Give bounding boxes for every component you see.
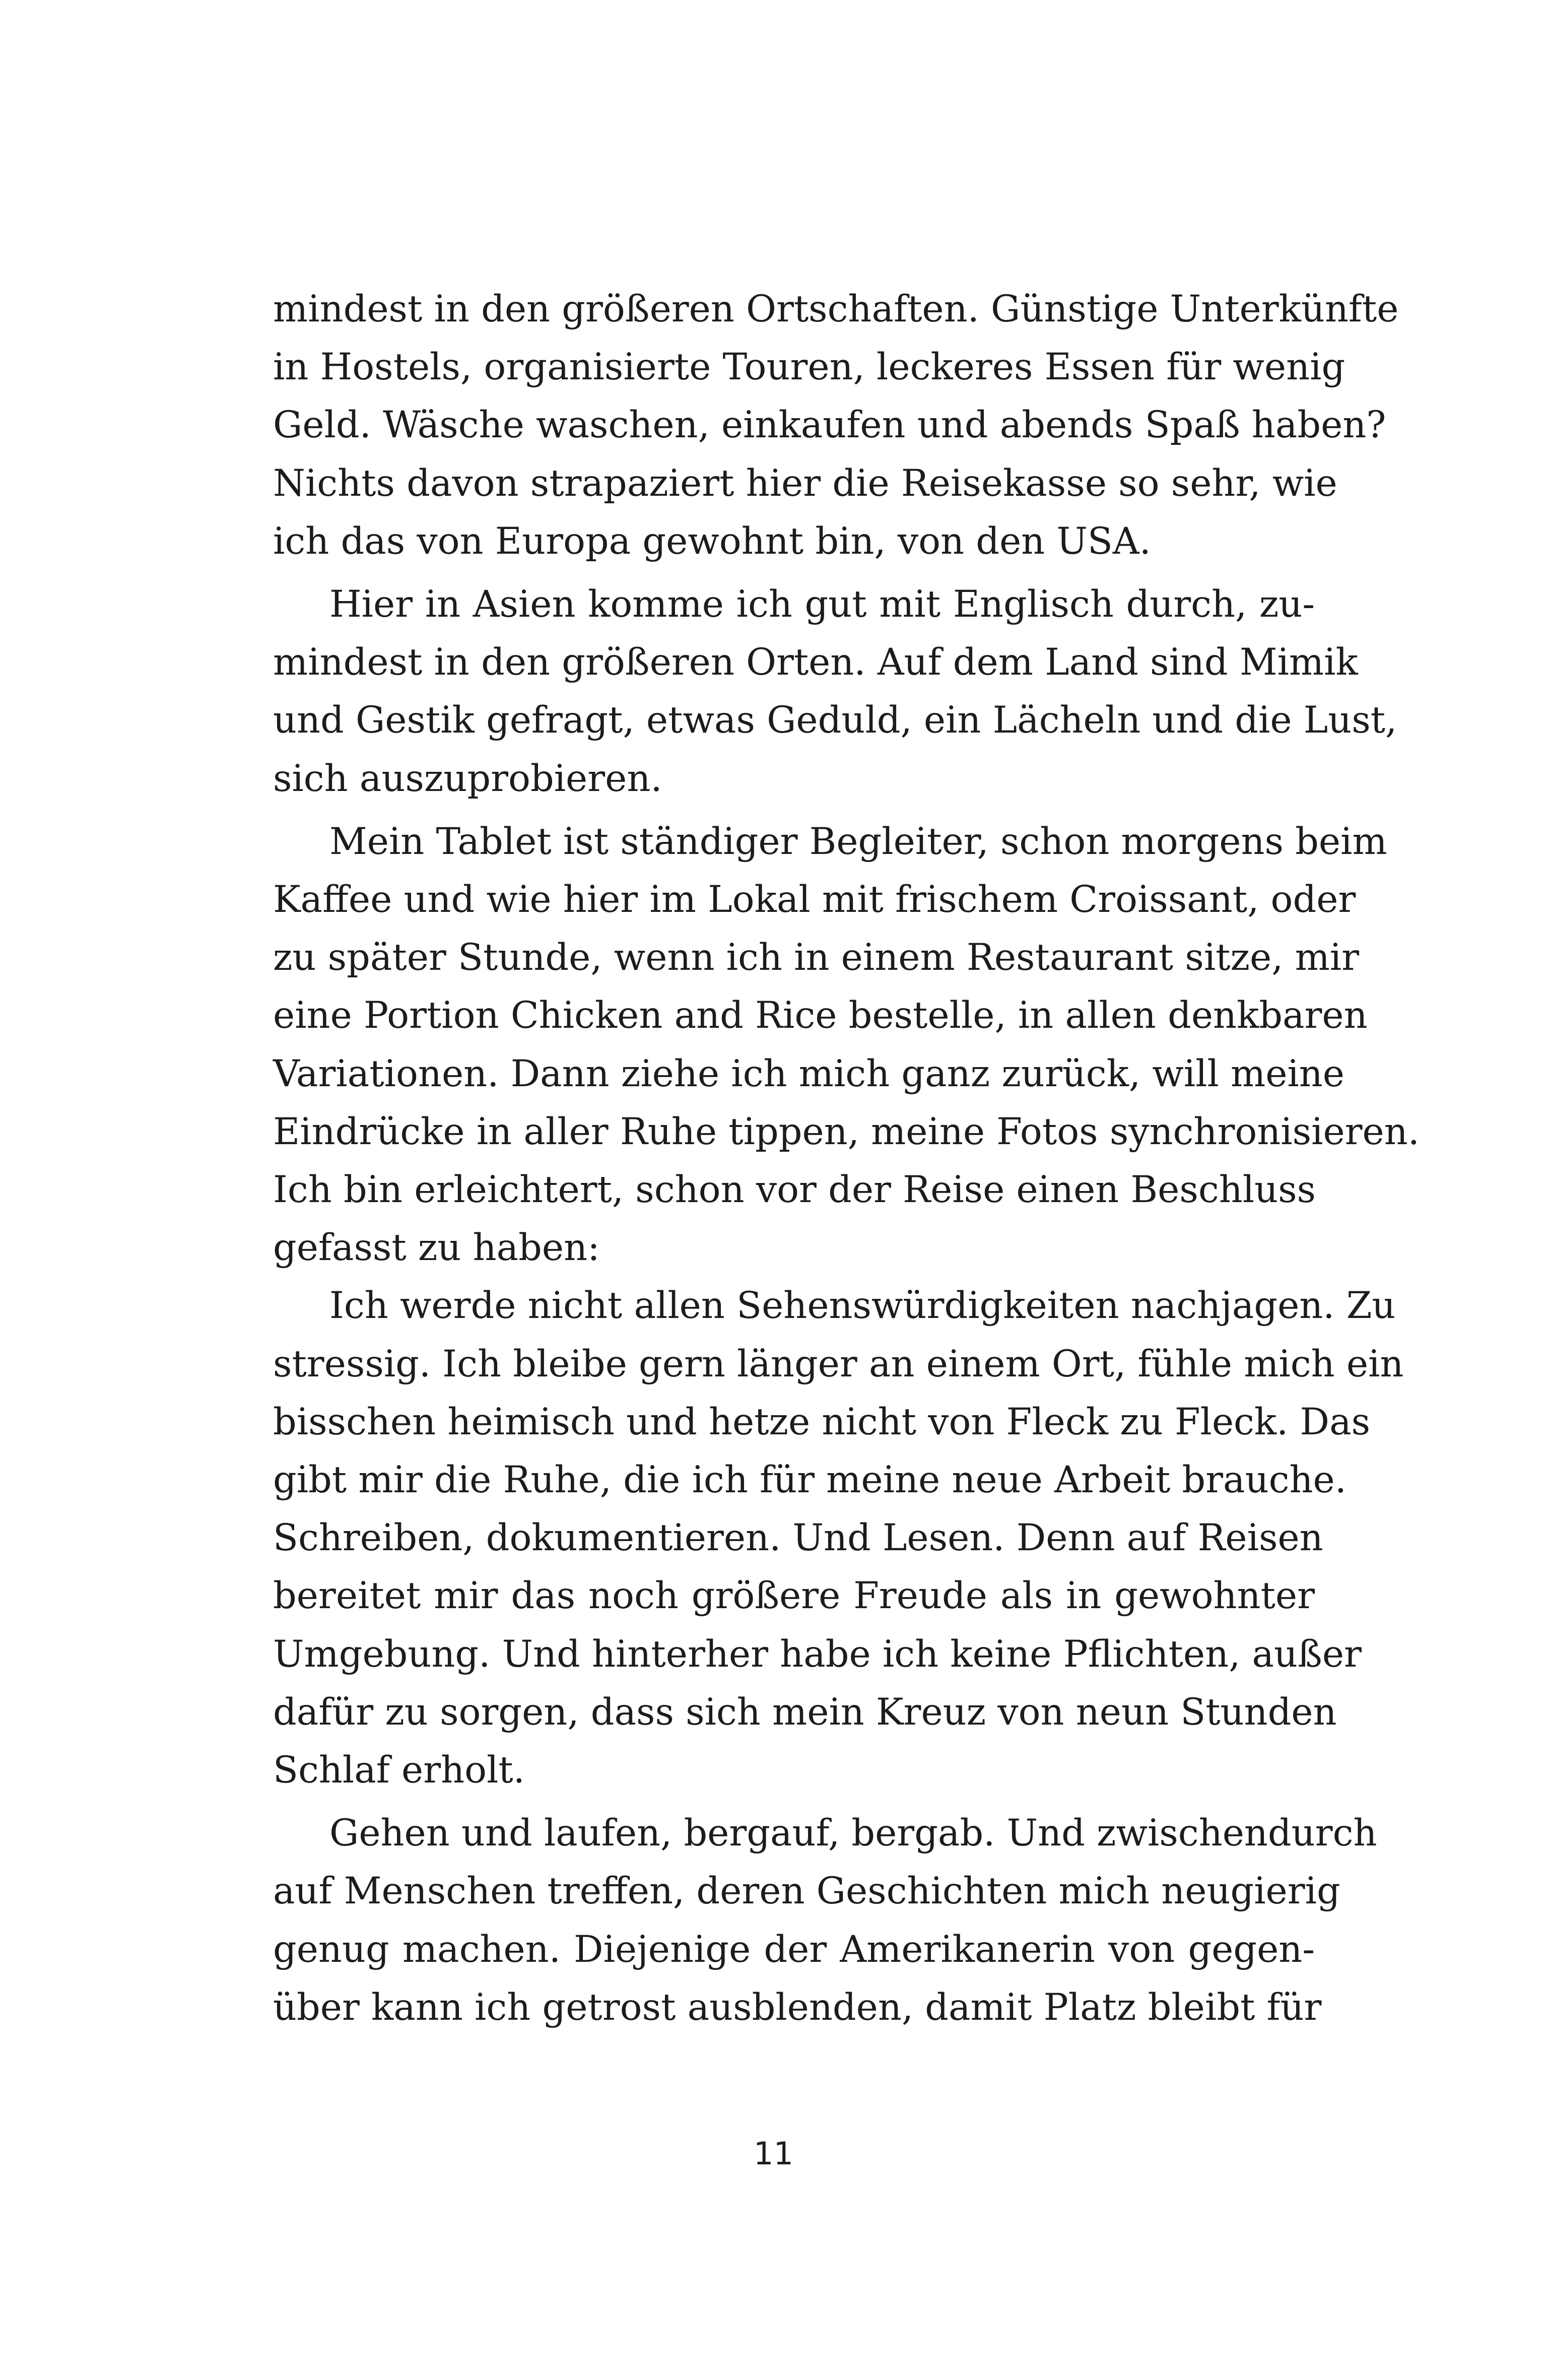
text-line: Ich bin erleichtert, schon vor der Reise einen Beschluss bbox=[273, 1168, 1316, 1212]
paragraph-1 bbox=[273, 280, 1399, 570]
text-line: Kaffee und wie hier im Lokal mit frischem Croissant, oder bbox=[273, 878, 1356, 921]
text-line: mindest in den größeren Ortschaften. Günstige Unterkünfte bbox=[273, 288, 1399, 330]
text-line: bisschen heimisch und hetze nicht von Fleck zu Fleck. Das bbox=[273, 1400, 1371, 1443]
text-line: Variationen. Dann ziehe ich mich ganz zurück, will meine bbox=[273, 1052, 1344, 1095]
text-line: über kann ich getrost ausblenden, damit Platz bleibt für bbox=[273, 1986, 1322, 2029]
text-line: gibt mir die Ruhe, die ich für meine neue Arbeit brauche. bbox=[273, 1459, 1347, 1502]
text-line: Schreiben, dokumentieren. Und Lesen. Denn auf Reisen bbox=[273, 1516, 1323, 1560]
text-line: Hier in Asien komme ich gut mit Englisch durch, zu- bbox=[329, 583, 1315, 626]
paragraph-2 bbox=[273, 575, 1397, 808]
text-line: genug machen. Diejenige der Amerikanerin von gegen- bbox=[273, 1928, 1315, 1971]
text-line: dafür zu sorgen, dass sich mein Kreuz von neun Stunden bbox=[273, 1690, 1337, 1734]
text-line: gefasst zu haben: bbox=[273, 1226, 600, 1270]
text-line: Ich werde nicht allen Sehenswürdigkeiten nachjagen. Zu bbox=[329, 1284, 1396, 1328]
text-line: und Gestik gefragt, etwas Geduld, ein Lächeln und die Lust, bbox=[273, 699, 1397, 742]
text-line: Umgebung. Und hinterher habe ich keine Pflichten, außer bbox=[273, 1632, 1362, 1676]
paragraph-4 bbox=[273, 1277, 1404, 1799]
text-line: zu später Stunde, wenn ich in einem Restaurant sitze, mir bbox=[273, 936, 1360, 979]
page-number: 11 bbox=[754, 2135, 793, 2172]
text-line: mindest in den größeren Orten. Auf dem Land sind Mimik bbox=[273, 641, 1358, 684]
text-line: Gehen und laufen, bergauf, bergab. Und zwischendurch bbox=[329, 1812, 1377, 1855]
text-line: Eindrücke in aller Ruhe tippen, meine Fotos synchronisieren. bbox=[273, 1110, 1420, 1153]
paragraph-3 bbox=[273, 813, 1420, 1277]
text-line: Geld. Wäsche waschen, einkaufen und abends Spaß haben? bbox=[273, 404, 1386, 447]
text-line: ich das von Europa gewohnt bin, von den USA. bbox=[273, 519, 1151, 563]
text-line: Schlaf erholt. bbox=[273, 1749, 525, 1792]
text-line: sich auszuprobieren. bbox=[273, 757, 662, 800]
text-line: auf Menschen treffen, deren Geschichten mich neugierig bbox=[273, 1870, 1340, 1913]
paragraph-5 bbox=[273, 1804, 1377, 2036]
text-line: Mein Tablet ist ständiger Begleiter, schon morgens beim bbox=[329, 820, 1387, 863]
text-line: Nichts davon strapaziert hier die Reisekasse so sehr, wie bbox=[273, 461, 1337, 505]
text-line: in Hostels, organisierte Touren, leckeres Essen für wenig bbox=[273, 346, 1346, 389]
text-line: stressig. Ich bleibe gern länger an einem Ort, fühle mich ein bbox=[273, 1342, 1404, 1385]
page-text bbox=[273, 280, 1420, 2036]
text-line: bereitet mir das noch größere Freude als in gewohnter bbox=[273, 1574, 1315, 1618]
text-line: eine Portion Chicken and Rice bestelle, in allen denkbaren bbox=[273, 994, 1368, 1037]
